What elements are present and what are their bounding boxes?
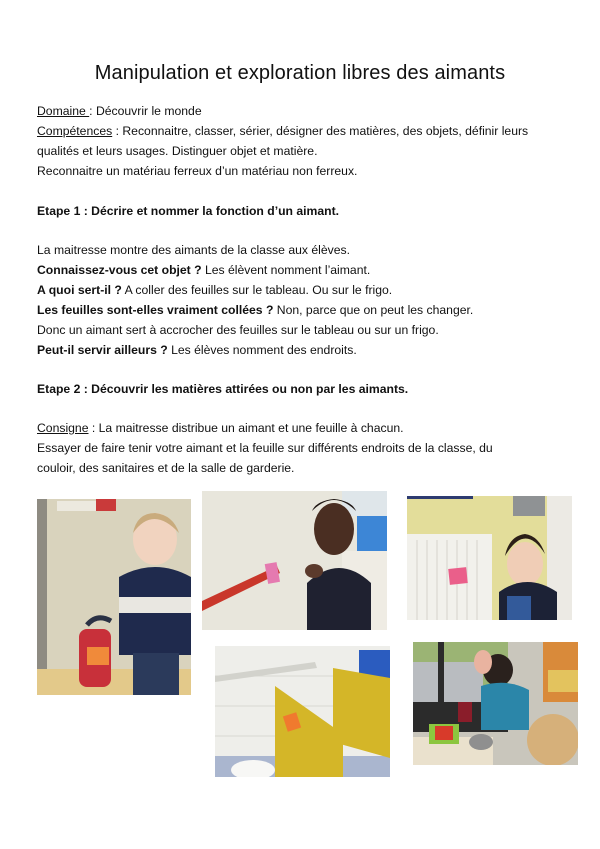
domaine-text: : Découvrir le monde xyxy=(89,104,202,118)
consigne-label: Consigne xyxy=(37,421,89,435)
consigne-line xyxy=(37,420,404,436)
competences-text: : Reconnaitre, classer, sérier, désigner des matières, des objets, définir leurs xyxy=(112,124,529,138)
competences-label: Compétences xyxy=(37,124,113,138)
domaine-line xyxy=(37,103,202,119)
consigne-line-3: couloir, des sanitaires et de la salle de garderie. xyxy=(37,461,295,475)
photo-image xyxy=(413,642,578,765)
etape1-intro: La maitresse montre des aimants de la classe aux élèves. xyxy=(37,243,350,257)
dialogue-answer: Non, parce que on peut les changer. xyxy=(273,303,474,317)
page-title: Manipulation et exploration libres des aimants xyxy=(94,62,506,84)
photo-boy-fire-extinguisher xyxy=(37,499,191,695)
photo-girl-coat-rack xyxy=(202,491,387,630)
dialogue-question: Connaissez-vous cet objet ? xyxy=(37,263,202,277)
dialogue-answer: Les élèvent nomment l’aimant. xyxy=(201,263,371,277)
photo-image xyxy=(407,496,572,620)
dialogue-answer: Les élèves nomment des endroits. xyxy=(167,343,357,357)
photo-toilet-partition xyxy=(215,646,390,777)
photo-boy-radiator xyxy=(407,496,572,620)
dialogue-line xyxy=(37,262,370,278)
dialogue-answer: Donc un aimant sert à accrocher des feuilles sur le tableau ou sur un frigo. xyxy=(37,323,439,337)
dialogue-line xyxy=(37,282,392,298)
etape2-heading: Etape 2 : Découvrir les matières attirées ou non par les aimants. xyxy=(37,382,409,396)
photo-image xyxy=(215,646,390,777)
consigne-text: : La maitresse distribue un aimant et une feuille à chacun. xyxy=(88,421,404,435)
competences-line xyxy=(37,123,528,139)
dialogue-question: Peut-il servir ailleurs ? xyxy=(37,343,168,357)
photo-image xyxy=(202,491,387,630)
dialogue-question: Les feuilles sont-elles vraiment collées ? xyxy=(37,303,274,317)
etape1-heading: Etape 1 : Décrire et nommer la fonction d’un aimant. xyxy=(37,204,340,218)
photo-image xyxy=(37,499,191,695)
competences-line-3: Reconnaitre un matériau ferreux d’un matériau non ferreux. xyxy=(37,164,358,178)
competences-line-2: qualités et leurs usages. Distinguer objet et matière. xyxy=(37,144,318,158)
dialogue-line xyxy=(37,302,473,318)
photo-children-play-kitchen xyxy=(413,642,578,765)
dialogue-line xyxy=(37,322,439,338)
dialogue-question: A quoi sert-il ? xyxy=(37,283,122,297)
dialogue-line xyxy=(37,342,357,358)
domaine-label: Domaine xyxy=(37,104,90,118)
consigne-line-2: Essayer de faire tenir votre aimant et la feuille sur différents endroits de la classe, du xyxy=(37,441,493,455)
dialogue-answer: A coller des feuilles sur le tableau. Ou sur le frigo. xyxy=(121,283,393,297)
